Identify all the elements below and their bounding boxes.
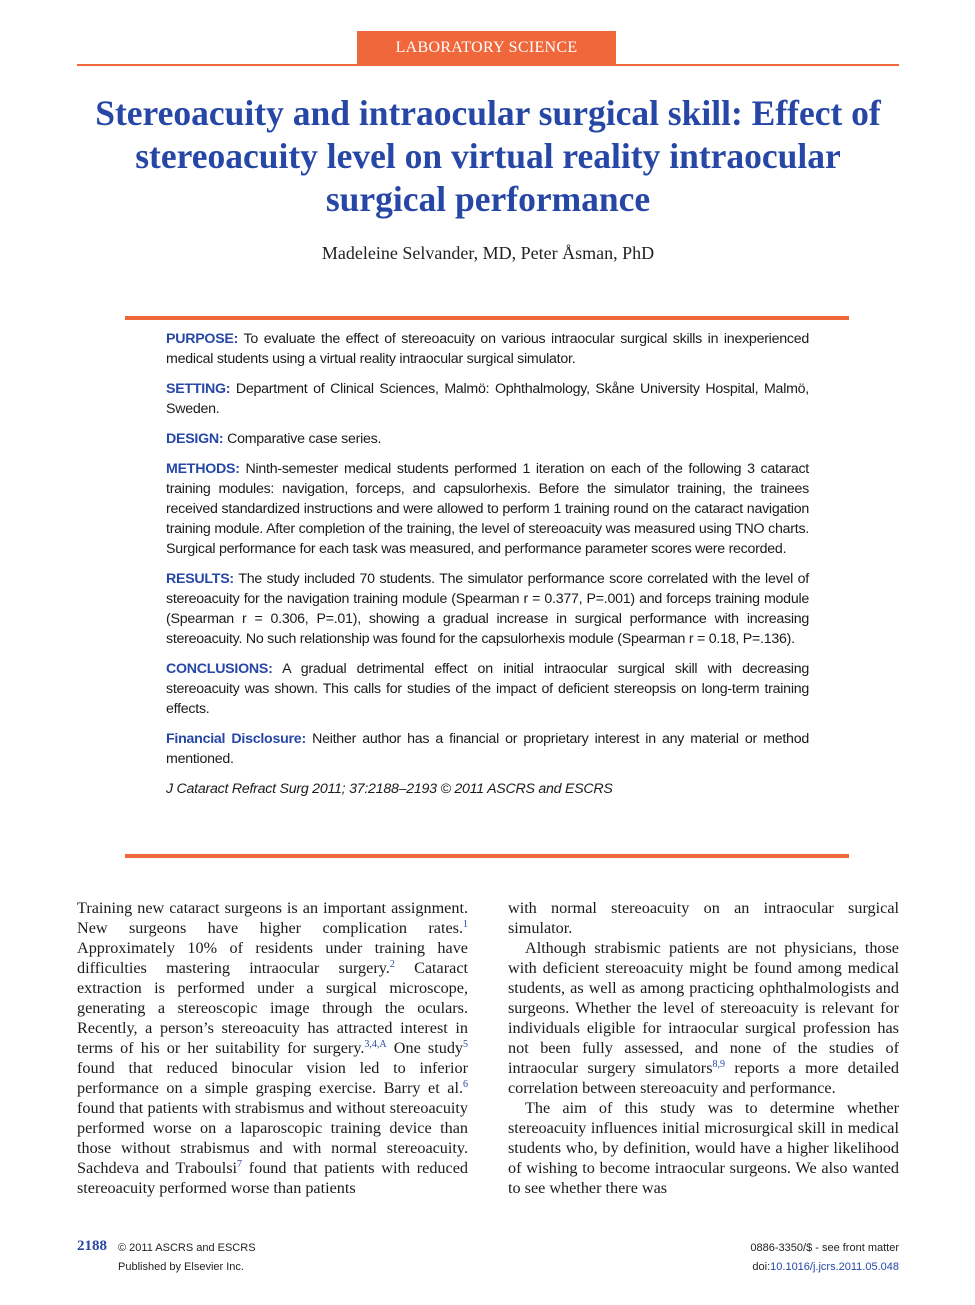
footer-doi — [752, 1261, 899, 1273]
page-number: 2188 — [77, 1238, 107, 1254]
doi-link[interactable]: 10.1016/j.jcrs.2011.05.048 — [770, 1261, 899, 1273]
body-text: found that patients with reduced stereoacuity performed worse than patients — [77, 1159, 468, 1197]
abstract-disclosure — [166, 729, 809, 769]
setting-text: Department of Clinical Sciences, Malmö: Ophthalmology, Skåne University Hospital, Malmö, Sweden. — [166, 381, 809, 417]
header-divider — [77, 64, 899, 66]
body-text: Cataract extraction is performed under a surgical microscope, generating a stereoscopic image through the oculars. Recently, a person’s stereoacuity has attracted interest in terms of his or her suitability for surgery. — [77, 959, 468, 1057]
reference-link[interactable]: 3,4,A — [364, 1039, 387, 1050]
journal-citation: J Cataract Refract Surg 2011; 37:2188–2193 © 2011 ASCRS and ESCRS — [166, 781, 613, 797]
body-text: Training new cataract surgeons is an important assignment. New surgeons have higher complication rates. — [77, 899, 468, 937]
disclosure-label: Financial Disclosure: — [166, 731, 306, 747]
abstract-setting — [166, 379, 809, 419]
reference-link[interactable]: 2 — [389, 959, 395, 970]
reference-link[interactable]: 1 — [463, 919, 468, 930]
purpose-text: To evaluate the effect of stereoacuity on various intraocular surgical skills in inexperienced medical students using a virtual reality intraocular surgical simulator. — [166, 331, 809, 367]
doi-prefix: doi: — [752, 1261, 771, 1273]
section-label: LABORATORY SCIENCE — [357, 31, 616, 64]
abstract — [166, 329, 809, 809]
abstract-purpose — [166, 329, 809, 369]
body-text: reports a more detailed correlation between stereoacuity and performance. — [508, 1059, 899, 1097]
conclusions-label: CONCLUSIONS: — [166, 661, 273, 677]
body-text: One study — [386, 1039, 464, 1057]
abstract-conclusions — [166, 659, 809, 719]
reference-link[interactable]: 5 — [463, 1039, 469, 1050]
footer-publisher: Published by Elsevier Inc. — [118, 1261, 244, 1273]
body-text: Approximately 10% of residents under training have difficulties mastering intraocular surgery. — [77, 939, 468, 977]
body-text: Although strabismic patients are not physicians, those with deficient stereoacuity might be found among medical students, as well as among practicing ophthalmologists and surgeons. Whether the level of stereoacuity is relevant for individuals eligible for intraocular surgical profession has not been fully assessed, and none of the studies of intraocular surgery simulators — [508, 939, 899, 1077]
abstract-methods — [166, 459, 809, 559]
body-text: found that patients with strabismus and without stereoacuity performed worse on a laparoscopic training device than those without strabismus and with normal stereoacuity. Sachdeva and Traboulsi — [77, 1099, 468, 1177]
body-column-left — [77, 898, 468, 1198]
design-text: Comparative case series. — [227, 431, 382, 447]
disclosure-text: Neither author has a financial or proprietary interest in any material or method mentioned. — [166, 731, 809, 767]
abstract-results — [166, 569, 809, 649]
methods-label: METHODS: — [166, 461, 240, 477]
setting-label: SETTING: — [166, 381, 231, 397]
reference-link[interactable]: 8,9 — [712, 1059, 725, 1070]
design-label: DESIGN: — [166, 431, 224, 447]
intro-paragraph — [77, 898, 468, 1198]
body-text: found that reduced binocular vision led to inferior performance on a simple grasping exercise. Barry et al. — [77, 1059, 468, 1097]
body-paragraph: with normal stereoacuity on an intraocular surgical simulator. — [508, 899, 899, 937]
abstract-top-divider — [125, 316, 849, 320]
reference-link[interactable]: 6 — [463, 1079, 468, 1090]
footer-copyright: © 2011 ASCRS and ESCRS — [118, 1242, 256, 1254]
abstract-bottom-divider — [125, 854, 849, 858]
purpose-label: PURPOSE: — [166, 331, 239, 347]
body-paragraph — [508, 938, 899, 1098]
reference-link[interactable]: 7 — [237, 1159, 243, 1170]
conclusions-text: A gradual detrimental effect on initial intraocular surgical skill with decreasing stereoacuity was shown. This calls for studies of the impact of deficient stereopsis on long-term training effects. — [166, 661, 809, 717]
abstract-design — [166, 429, 809, 449]
body-column-right — [508, 898, 899, 1198]
results-text: The study included 70 students. The simulator performance score correlated with the level of stereoacuity for the navigation training module (Spearman r = 0.377, P=.001) and forceps training module (Spearman r = 0.306, P=.01), showing a gradual increase in surgical performance with increasing stereoacuity. No such relationship was found for the capsulorhexis module (Spearman r = 0.18, P=.136). — [166, 571, 809, 647]
article-authors: Madeleine Selvander, MD, Peter Åsman, PhD — [321, 243, 655, 263]
body-paragraph: The aim of this study was to determine whether stereoacuity influences initial microsurgical skill in medical students who, by definition, would have a higher likelihood of wishing to become intraocular surgeons. We also wanted to see whether there was — [508, 1099, 899, 1197]
article-title: Stereoacuity and intraocular surgical skill: Effect of stereoacuity level on virtual reality intraocular surgical performance — [95, 93, 881, 219]
methods-text: Ninth-semester medical students performed 1 iteration on each of the following 3 cataract training modules: navigation, forceps, and capsulorhexis. Before the simulator training, the trainees received standardized instructions and were allowed to perform 1 training round on the cataract navigation training module. After completion of the training, the level of stereoacuity was measured using TNO charts. Surgical performance for each task was measured, and performance parameter scores were recorded. — [166, 461, 809, 557]
footer-issn: 0886-3350/$ - see front matter — [750, 1242, 899, 1254]
results-label: RESULTS: — [166, 571, 234, 587]
